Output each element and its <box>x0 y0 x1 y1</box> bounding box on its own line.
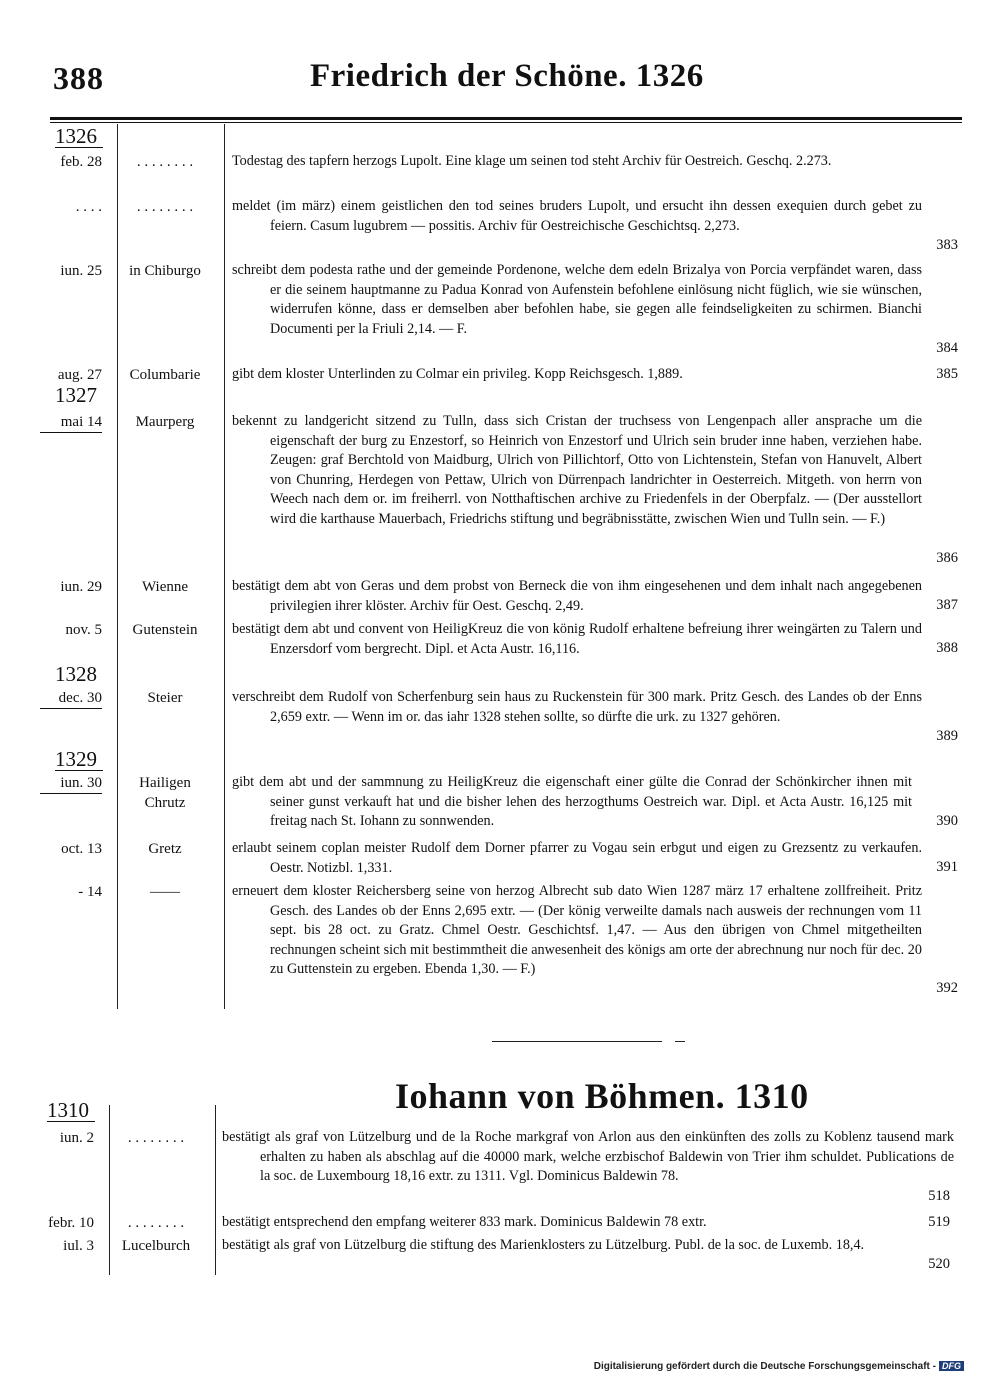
entry-number: 389 <box>936 728 958 744</box>
entry-text: verschreibt dem Rudolf von Scherfenburg sein haus zu Ruckenstein für 300 mark. Pritz Gesch. des Landes ob der Enns 2,659 extr. — Wenn im or. das iahr 1328 stehen sollte, so dürfte die urk. zu 1327 gehören. <box>232 689 922 725</box>
entry-text: schreibt dem podesta rathe und der gemeinde Pordenone, welche dem edeln Brizalya von Porcia verpfändet waren, dass er die seinem hauptmanne zu Padua Konrad von Aufenstein befohlene einlösung nicht füglich, wie sie wünschen, widerrufen könne, dass er demselben aber befohlen habe, sie gegen alle feindseligkeiten zu schirmen. Bianchi Documenti per la Friuli 2,14. — F. <box>232 262 922 337</box>
entry-number: 383 <box>936 237 958 253</box>
section-title: Iohann von Böhmen. 1310 <box>395 1076 809 1116</box>
column-divider <box>215 1105 216 1275</box>
year-heading: 1328 <box>55 662 97 686</box>
entry-date: dec. 30 <box>40 688 102 709</box>
footer-text: Digitalisierung gefördert durch die Deutsche Forschungsgemeinschaft - <box>593 1361 936 1372</box>
entry-place: Gretz <box>148 841 182 857</box>
entry-date: iun. 25 <box>60 263 102 279</box>
entry-text: Todestag des tapfern herzogs Lupolt. Eine klage um seinen tod steht Archiv für Oestreich. Geschq. 2.273. <box>232 153 832 169</box>
entry-text: gibt dem kloster Unterlinden zu Colmar ein privileg. Kopp Reichsgesch. 1,889. <box>232 366 683 382</box>
entry-date: . . . . <box>75 199 102 215</box>
header-rule <box>50 117 962 120</box>
entry-number: 390 <box>936 813 958 829</box>
section-separator <box>492 1041 662 1042</box>
entry-date: nov. 5 <box>65 622 102 638</box>
entry-place: Hailigen Chrutz <box>139 775 191 811</box>
entry-number: 385 <box>936 366 958 382</box>
entry-text: bestätigt dem abt und convent von HeiligKreuz die von könig Rudolf erhaltene befreiung ihrer weingärten zu Talern und Enzersdorf vom bergrecht. Dipl. et Acta Austr. 16,116. <box>232 621 922 657</box>
column-divider <box>117 124 118 1009</box>
entry-place: Gutenstein <box>132 622 198 638</box>
entry-text: erlaubt seinem coplan meister Rudolf dem Dorner pfarrer zu Vogau sein erbgut und eigen zu Grezsentz zu verkaufen. Oestr. Notizbl. 1,331. <box>232 840 922 876</box>
entry-date: iul. 3 <box>63 1238 94 1254</box>
entry-date: aug. 27 <box>57 367 102 383</box>
entry-place: . . . . . . . . <box>136 154 194 170</box>
entry-text: bekennt zu landgericht sitzend zu Tulln, dass sich Cristan der truchsess von Lengenpach aller ansprache um die eigenschaft der burg zu Enzestorf, so Heinrich von Enzestorf und Ulrich sein bruder inne haben, verziehen habe. Zeugen: graf Berchtold von Maidburg, Ulrich von Pillichtorf, Otto von Lichtenstein, Stefan von Hanuvelt, Albert von Chunring, Herdegen von Pettaw, Ulrich von Dürrenpach landrichter in Oesterreich. Mitgeth. von herrn von Weech nach dem or. im freiherrl. von Notthaftischen archive zu Friedenfels in der Oberpfalz. — (Der ausstellort wird die karthause Mauerbach, Friedrichs stiftung und begräbnisstätte, zwischen Wien und Tulln sein. — F.) <box>232 413 922 527</box>
year-heading: 1310 <box>47 1099 95 1122</box>
entry-number: 392 <box>936 980 958 996</box>
entry-date: - 14 <box>78 884 102 900</box>
entry-number: 518 <box>928 1188 950 1204</box>
entry-number: 384 <box>936 340 958 356</box>
entry-number: 520 <box>928 1256 950 1272</box>
entry-number: 519 <box>928 1214 950 1230</box>
entry-place: —— <box>150 884 180 900</box>
year-heading: 1326 <box>55 125 103 148</box>
header-rule-thin <box>50 122 962 123</box>
section-separator <box>675 1041 685 1042</box>
footer <box>594 1361 964 1372</box>
entry-place: Columbarie <box>129 367 201 383</box>
entry-date: febr. 10 <box>48 1215 94 1231</box>
page-number: 388 <box>53 60 104 96</box>
entry-number: 391 <box>936 859 958 875</box>
entry-text: bestätigt als graf von Lützelburg und de la Roche markgraf von Arlon aus den einkünften des zolls zu Koblenz tausend mark erhalten zu haben als abschlag auf die 40000 mark, welche erzbischof Baldewin von Trier ihm schuldet. Publications de la soc. de Luxembourg 18,16 extr. zu 1311. Vgl. Dominicus Baldewin 78. <box>222 1129 954 1184</box>
entry-place: . . . . . . . . <box>136 199 194 215</box>
entry-text: erneuert dem kloster Reichersberg seine von herzog Albrecht sub dato Wien 1287 märz 17 erhaltene zollfreiheit. Pritz Gesch. des Landes ob der Enns 2,695 extr. — (Der könig verweilte damals nach ausweis der rechnungen vom 11 sept. bis 28 oct. zu Gratz. Chmel Oestr. Geschichtsf. 1,47. — Aus den übrigen von Chmel mitgetheilten rechnungen scheint sich mit bestimmtheit die anwesenheit des königs am orte der abrechnung nur noch für dec. 20 zu Guttenstein zu ergeben. Ebenda 1,30. — F.) <box>232 883 922 977</box>
year-heading: 1329 <box>55 748 103 771</box>
page-title: Friedrich der Schöne. 1326 <box>310 58 704 94</box>
entry-text: meldet (im märz) einem geistlichen den tod seines bruders Lupolt, und ersucht ihn dessen exequien durch gebet zu feiern. Casum lugubrem — possitis. Archiv für Oestreichische Geschichtsq. 2,273. <box>232 198 922 234</box>
entry-number: 387 <box>936 597 958 613</box>
entry-text: gibt dem abt und der sammnung zu HeiligKreuz die eigenschaft einer gülte die Conrad der Schönkircher ihnen mit seiner gunst verkauft hat und die bisher lehen des herzogthums Oestreich war. Dipl. et Acta Austr. 16,125 mit freitag nach St. Iohann zu sonnwenden. <box>232 774 912 829</box>
entry-number: 388 <box>936 640 958 656</box>
entry-date: feb. 28 <box>60 154 102 170</box>
entry-text: bestätigt dem abt von Geras und dem probst von Berneck die von ihm eingesehenen und dem inhalt nach angegebenen privilegien ihrer klöster. Archiv für Oest. Geschq. 2,49. <box>232 578 922 614</box>
entry-place: . . . . . . . . <box>127 1215 185 1231</box>
entry-place: . . . . . . . . <box>127 1130 185 1146</box>
dfg-logo: DFG <box>939 1361 964 1371</box>
entry-text: bestätigt als graf von Lützelburg die stiftung des Marienklosters zu Lützelburg. Publ. de la soc. de Luxemb. 18,4. <box>222 1237 865 1253</box>
entry-place: Steier <box>147 690 183 706</box>
entry-date: oct. 13 <box>61 841 102 857</box>
entry-date: mai 14 <box>40 412 102 433</box>
entry-number: 386 <box>936 550 958 566</box>
entry-date: iun. 2 <box>59 1130 94 1146</box>
entry-date: iun. 30 <box>40 773 102 794</box>
entry-date: iun. 29 <box>60 579 102 595</box>
year-heading: 1327 <box>55 383 97 407</box>
entry-text: bestätigt entsprechend den empfang weiterer 833 mark. Dominicus Baldewin 78 extr. <box>222 1214 707 1230</box>
entry-place: Lucelburch <box>121 1238 191 1254</box>
entry-place: Maurperg <box>135 414 195 430</box>
entry-place: in Chiburgo <box>129 263 201 279</box>
column-divider <box>224 124 225 1009</box>
entry-place: Wienne <box>141 579 189 595</box>
